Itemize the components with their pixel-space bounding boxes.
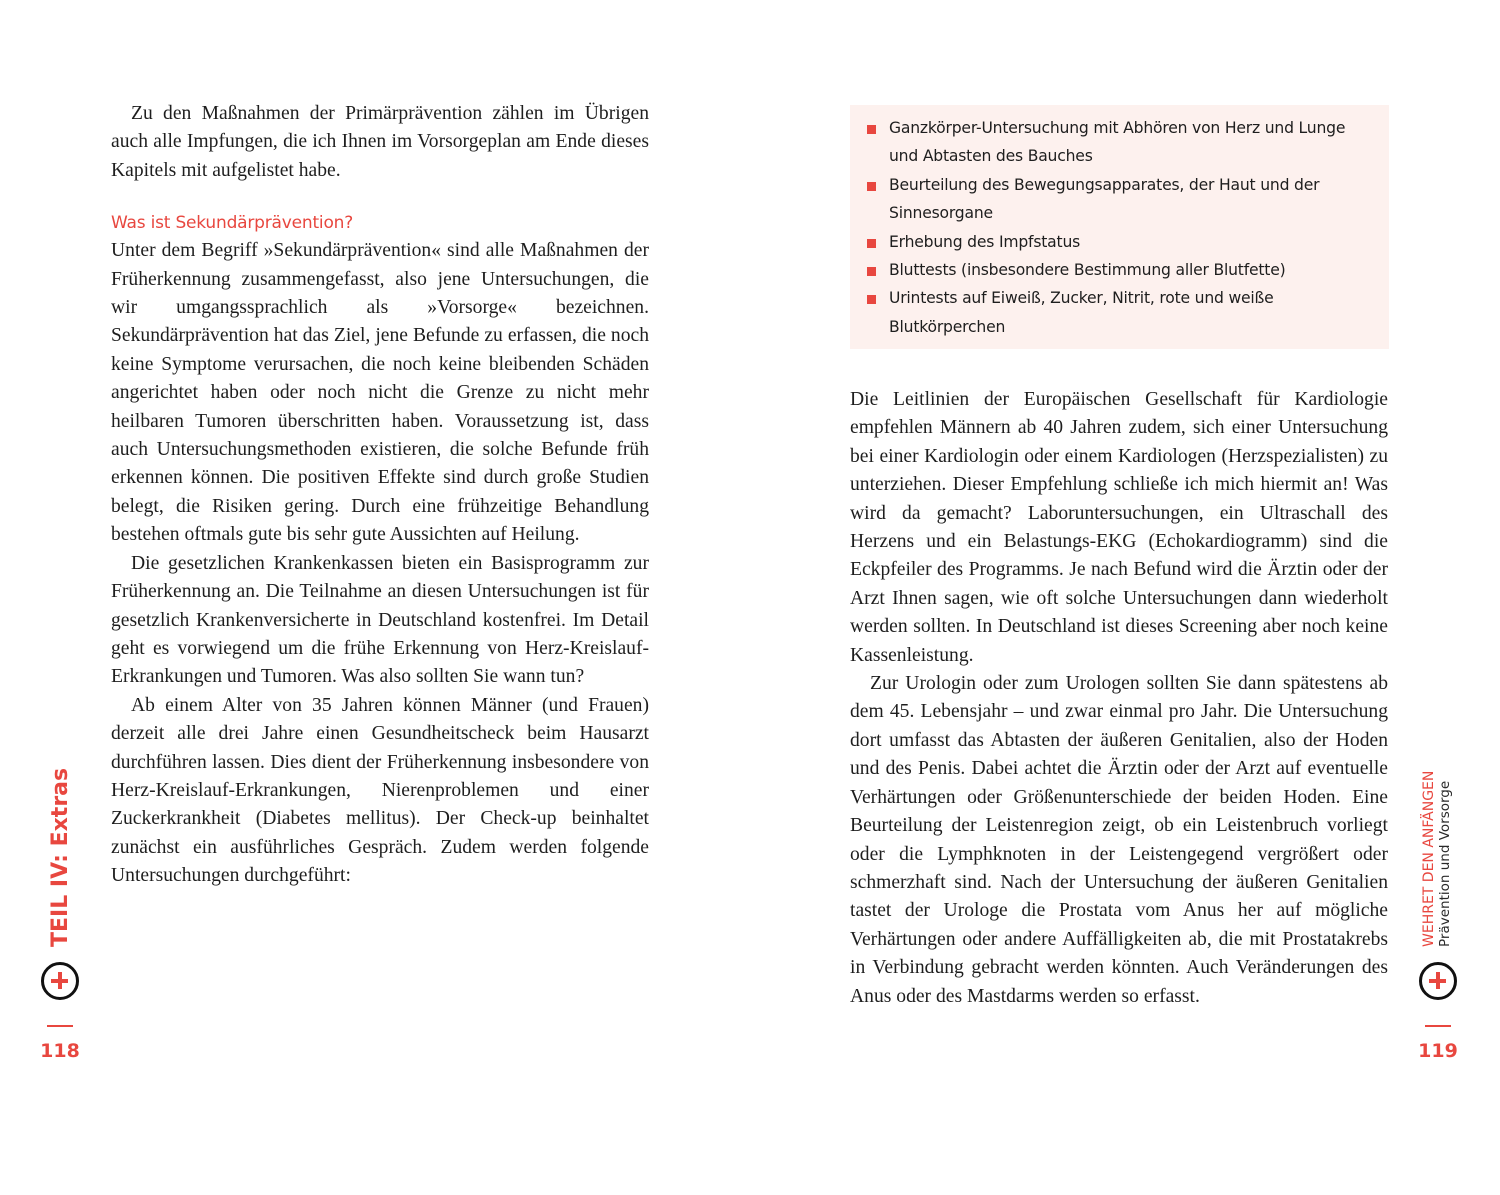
list-item: Urintests auf Eiweiß, Zucker, Nitrit, rote und weiße Blutkörperchen xyxy=(866,284,1373,341)
paragraph: Zu den Maßnahmen der Primärprävention zählen im Übrigen auch alle Impfungen, die ich Ihnen im Vorsorgeplan am Ende dieses Kapitels mit aufgelistet habe. xyxy=(111,103,649,181)
paragraph: Die Leitlinien der Europäischen Gesellschaft für Kardiologie empfehlen Männern ab 40 Jahren zudem, sich einer Untersuchung bei einer Kardiologin oder einem Kardiologen (Herzspezialisten) zu unterziehen. Dieser Empfehlung schließe ich mich hiermit an! Was wird da gemacht? Laboruntersuchungen, ein Ultraschall des Herzens und ein Belastungs-EKG (Echokardiogramm) sind die Eckpfeiler des Programms. Je nach Befund wird die Ärztin oder der Arzt Ihnen sagen, wie oft solche Untersuchungen dann wiederholt werden sollten. In Deutschland ist dieses Screening aber noch keine Kassenleistung. xyxy=(850,389,1388,666)
divider-rule xyxy=(47,1025,73,1027)
paragraph: Ab einem Alter von 35 Jahren können Männer (und Frauen) derzeit alle drei Jahre einen Gesundheitscheck beim Hausarzt durchführen lassen. Dies dient der Früherkennung insbesondere von Herz-Kreislauf-Erkrankungen, Nierenproblemen und einer Zuckerkrankheit (Diabetes mellitus). Der Check-up beinhaltet zunächst ein ausführliches Gespräch. Zudem werden folgende Untersuchungen durchgeführt: xyxy=(111,694,649,887)
chapter-subtitle: Prävention und Vorsorge xyxy=(1437,780,1453,947)
checkup-list-box xyxy=(850,105,1389,349)
paragraph: Zur Urologin oder zum Urologen sollten Sie dann spätestens ab dem 45. Lebensjahr – und zwar einmal pro Jahr. Die Untersuchung dort umfasst das Abtasten der äußeren Genitalien, also der Hoden und des Penis. Dabei achtet die Ärztin oder der Arzt auf eventuelle Verhärtungen oder Größenunterschiede der beiden Hoden. Eine Beurteilung der Leistenregion zeigt, ob ein Leistenbruch vorliegt oder die Lymphknoten in der Leistengegend vergrößert oder schmerzhaft sind. Nach der Untersuchung der äußeren Genitalien tastet der Urologe die Prostata vom Anus her auf mögliche Verhärtungen oder andere Auffälligkeiten ab, die mit Prostatakrebs in Verbindung gebracht werden könnten. Auch Veränderungen des Anus oder des Mastdarms werden so erfasst. xyxy=(850,673,1388,1007)
list-item: Erhebung des Impfstatus xyxy=(866,228,1373,256)
list-item: Beurteilung des Bewegungsapparates, der Haut und der Sinnesorgane xyxy=(866,171,1373,228)
paragraph: Die gesetzlichen Krankenkassen bieten ein Basisprogramm zur Früherkennung an. Die Teilnahme an diesen Untersuchungen ist für gesetzlich Krankenversicherte in Deutschland kostenfrei. Im Detail geht es vorwiegend um die frühe Erkennung von Herz-Kreislauf-Erkrankungen und Tumoren. Was also sollten Sie wann tun? xyxy=(111,552,649,688)
square-bullet-icon xyxy=(867,267,876,276)
section-heading: Was ist Sekundärprävention? xyxy=(111,213,354,234)
plus-circle-icon xyxy=(41,962,79,1000)
divider-rule xyxy=(1425,1025,1451,1027)
right-text-column xyxy=(850,386,1388,1011)
square-bullet-icon xyxy=(867,239,876,248)
square-bullet-icon xyxy=(867,182,876,191)
left-text-column xyxy=(111,100,649,891)
square-bullet-icon xyxy=(867,295,876,304)
list-item: Bluttests (insbesondere Bestimmung aller Blutfette) xyxy=(866,256,1373,284)
square-bullet-icon xyxy=(867,125,876,134)
checkup-list xyxy=(866,114,1373,341)
part-label: TEIL IV: Extras xyxy=(48,767,73,947)
list-item: Ganzkörper-Untersuchung mit Abhören von Herz und Lunge und Abtasten des Bauches xyxy=(866,114,1373,171)
page-number: 118 xyxy=(40,1040,80,1062)
paragraph: Unter dem Begriff »Sekundärprävention« sind alle Maßnahmen der Früherkennung zusammengefasst, also jene Untersuchungen, die wir umgangssprachlich als »Vorsorge« bezeichnen. Sekundärprävention hat das Ziel, jene Befunde zu erfassen, die noch keine Symptome verursachen, die noch keine bleibenden Schäden angerichtet haben oder noch nicht die Grenze zu nicht mehr heilbaren Tumoren überschritten haben. Voraussetzung ist, dass auch Untersuchungsmethoden existieren, die solche Befunde früh erkennen können. Die positiven Effekte sind durch große Studien belegt, die Risiken gering. Durch eine frühzeitige Behandlung bestehen oftmals gute bis sehr gute Aussichten auf Heilung. xyxy=(111,240,649,546)
right-margin-marker xyxy=(1410,0,1470,1195)
chapter-label xyxy=(1421,771,1453,947)
left-margin-marker xyxy=(30,0,90,1195)
chapter-title: WEHRET DEN ANFÄNGEN xyxy=(1421,770,1437,947)
page-number: 119 xyxy=(1418,1040,1458,1062)
plus-circle-icon xyxy=(1419,962,1457,1000)
